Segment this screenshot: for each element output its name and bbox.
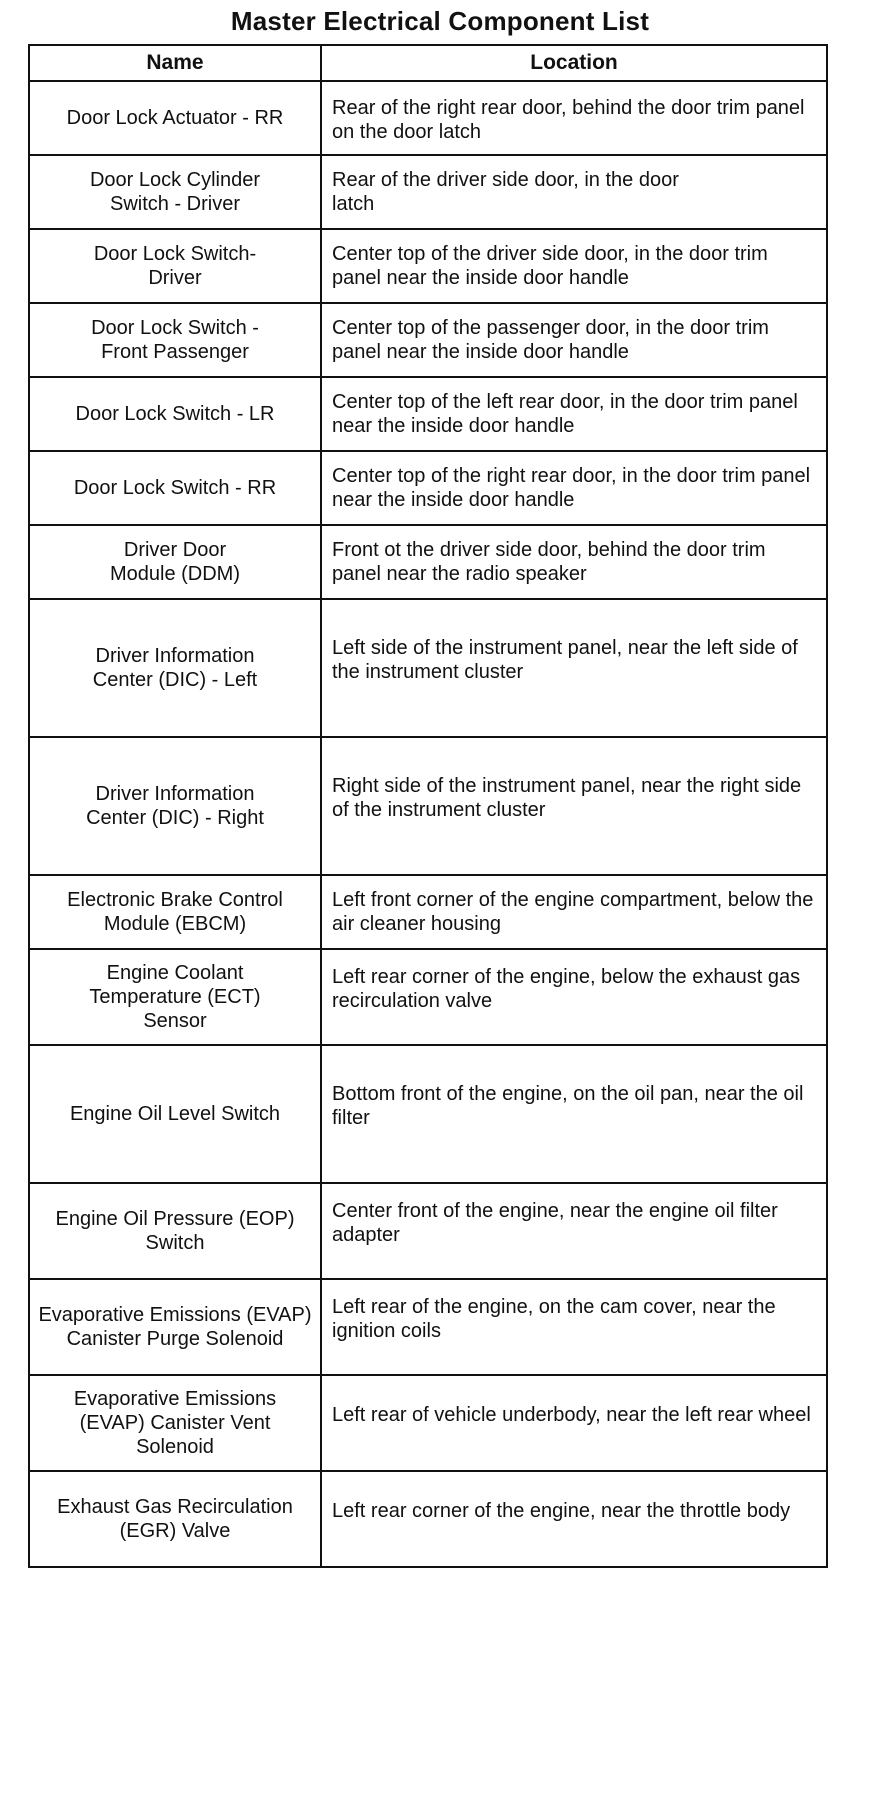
- table-row: [29, 1045, 827, 1183]
- component-location: Left side of the instrument panel, near the left side of the instrument cluster: [321, 599, 827, 737]
- component-location: Front ot the driver side door, behind the door trim panel near the radio speaker: [321, 525, 827, 599]
- table-row: [29, 599, 827, 737]
- component-location: Left rear of the engine, on the cam cover, near the ignition coils: [321, 1279, 827, 1375]
- component-location: Left rear corner of the engine, near the throttle body: [321, 1471, 827, 1567]
- component-name: Engine Oil Pressure (EOP) Switch: [29, 1183, 321, 1279]
- table-row: [29, 1279, 827, 1375]
- component-table: [28, 44, 828, 1568]
- table-row: [29, 81, 827, 155]
- component-name: Door Lock Actuator - RR: [29, 81, 321, 155]
- component-name: Engine Coolant Temperature (ECT) Sensor: [29, 949, 321, 1045]
- table-row: [29, 525, 827, 599]
- component-name: Evaporative Emissions (EVAP) Canister Vent Solenoid: [29, 1375, 321, 1471]
- table-row: [29, 1471, 827, 1567]
- table-row: [29, 451, 827, 525]
- table-row: [29, 875, 827, 949]
- component-location: Rear of the right rear door, behind the door trim panel on the door latch: [321, 81, 827, 155]
- component-name: Driver Information Center (DIC) - Right: [29, 737, 321, 875]
- table-row: [29, 303, 827, 377]
- table-row: [29, 737, 827, 875]
- component-location: Right side of the instrument panel, near the right side of the instrument cluster: [321, 737, 827, 875]
- component-location: Center front of the engine, near the engine oil filter adapter: [321, 1183, 827, 1279]
- location-column-header: Location: [321, 45, 827, 81]
- component-location: Bottom front of the engine, on the oil pan, near the oil filter: [321, 1045, 827, 1183]
- component-location: Center top of the right rear door, in the door trim panel near the inside door handle: [321, 451, 827, 525]
- component-name: Engine Oil Level Switch: [29, 1045, 321, 1183]
- table-row: [29, 377, 827, 451]
- component-name: Driver Door Module (DDM): [29, 525, 321, 599]
- component-name: Door Lock Switch-Driver: [29, 229, 321, 303]
- component-name: Electronic Brake Control Module (EBCM): [29, 875, 321, 949]
- component-location: Center top of the left rear door, in the door trim panel near the inside door handle: [321, 377, 827, 451]
- component-name: Evaporative Emissions (EVAP) Canister Purge Solenoid: [29, 1279, 321, 1375]
- component-name: Exhaust Gas Recirculation (EGR) Valve: [29, 1471, 321, 1567]
- component-location: Center top of the driver side door, in the door trim panel near the inside door handle: [321, 229, 827, 303]
- component-location: Left rear corner of the engine, below the exhaust gas recirculation valve: [321, 949, 827, 1045]
- table-header-row: [29, 45, 827, 81]
- component-location: Center top of the passenger door, in the door trim panel near the inside door handle: [321, 303, 827, 377]
- table-row: [29, 229, 827, 303]
- table-row: [29, 949, 827, 1045]
- component-name: Door Lock Switch - RR: [29, 451, 321, 525]
- table-row: [29, 1375, 827, 1471]
- table-row: [29, 1183, 827, 1279]
- component-name: Door Lock Switch - Front Passenger: [29, 303, 321, 377]
- component-location: Left rear of vehicle underbody, near the left rear wheel: [321, 1375, 827, 1471]
- table-row: [29, 155, 827, 229]
- component-name: Door Lock Cylinder Switch - Driver: [29, 155, 321, 229]
- component-name: Driver Information Center (DIC) - Left: [29, 599, 321, 737]
- component-name: Door Lock Switch - LR: [29, 377, 321, 451]
- component-location: Left front corner of the engine compartment, below the air cleaner housing: [321, 875, 827, 949]
- component-location: Rear of the driver side door, in the door latch: [321, 155, 827, 229]
- name-column-header: Name: [29, 45, 321, 81]
- page-title: Master Electrical Component List: [230, 6, 650, 36]
